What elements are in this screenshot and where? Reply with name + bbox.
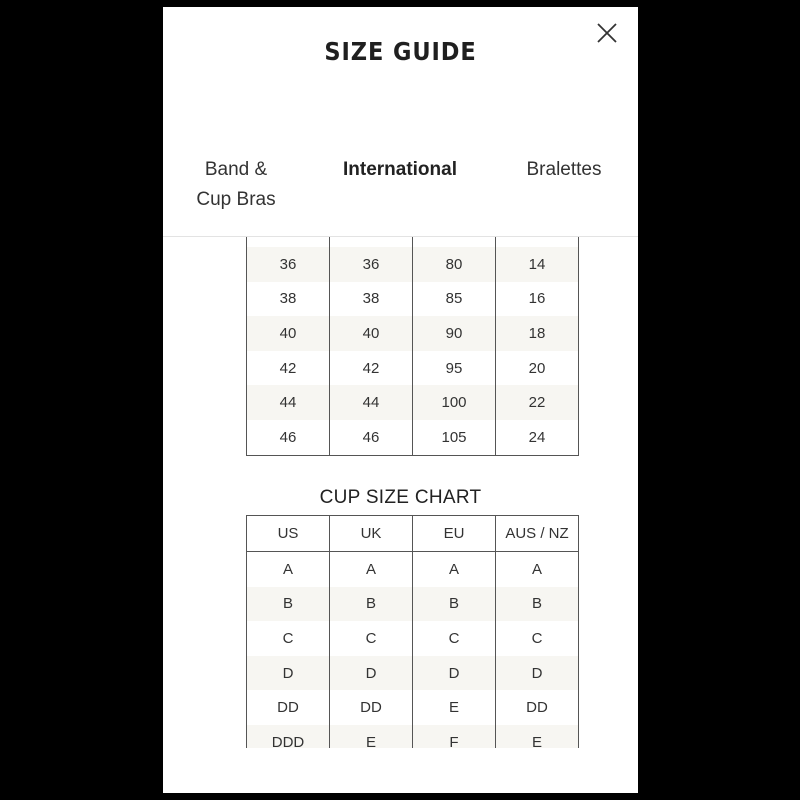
table-cell: DDD (247, 725, 330, 748)
table-cell: C (330, 621, 413, 656)
table-row (247, 725, 579, 748)
table-cell: DD (247, 690, 330, 725)
band-size-table (246, 237, 579, 456)
table-cell: C (496, 621, 579, 656)
table-cell: A (413, 552, 496, 587)
table-row (247, 385, 579, 420)
table-cell: 90 (413, 316, 496, 351)
table-cell: E (413, 690, 496, 725)
table-cell (247, 237, 330, 247)
table-cell: E (330, 725, 413, 748)
table-cell: 40 (247, 316, 330, 351)
table-cell: 85 (413, 282, 496, 317)
tab-label-line2: Cup Bras (196, 189, 276, 210)
table-cell: 20 (496, 351, 579, 386)
table-cell: 42 (330, 351, 413, 386)
table-cell: B (330, 587, 413, 622)
column-header-eu: EU (413, 516, 496, 552)
table-cell: B (496, 587, 579, 622)
tab-band-cup-bras[interactable] (185, 155, 287, 215)
table-cell: 40 (330, 316, 413, 351)
table-cell: 46 (330, 420, 413, 455)
table-cell: 16 (496, 282, 579, 317)
table-header-row (247, 516, 579, 552)
cup-size-chart-title: CUP SIZE CHART (319, 487, 482, 508)
table-cell: C (413, 621, 496, 656)
table-cell (496, 237, 579, 247)
table-cell: 22 (496, 385, 579, 420)
table-cell: 100 (413, 385, 496, 420)
table-row (247, 351, 579, 386)
table-cell: C (247, 621, 330, 656)
size-guide-modal (163, 7, 638, 793)
table-cell: 44 (247, 385, 330, 420)
column-header-us: US (247, 516, 330, 552)
table-row (247, 656, 579, 691)
table-cell: B (413, 587, 496, 622)
tab-bralettes[interactable] (513, 155, 615, 185)
table-row (247, 282, 579, 317)
table-row (247, 552, 579, 587)
table-cell: E (496, 725, 579, 748)
table-cell: 18 (496, 316, 579, 351)
tab-international[interactable] (325, 155, 475, 185)
table-cell: 36 (330, 247, 413, 282)
table-cell: 38 (330, 282, 413, 317)
size-guide-content[interactable] (163, 237, 638, 748)
table-cell: D (330, 656, 413, 691)
table-cell: 46 (247, 420, 330, 455)
table-cell: 95 (413, 351, 496, 386)
table-cell: F (413, 725, 496, 748)
modal-title: SIZE GUIDE (324, 37, 477, 66)
size-guide-tabs (163, 155, 638, 235)
table-cell (413, 237, 496, 247)
tab-label: International (342, 159, 457, 180)
table-row (247, 316, 579, 351)
tab-label-line1: Band & (204, 159, 268, 180)
table-row (247, 690, 579, 725)
table-cell: A (496, 552, 579, 587)
table-cell: B (247, 587, 330, 622)
table-cell: DD (496, 690, 579, 725)
column-header-uk: UK (330, 516, 413, 552)
table-cell: D (413, 656, 496, 691)
table-cell: 36 (247, 247, 330, 282)
table-cell: 38 (247, 282, 330, 317)
table-cell: 80 (413, 247, 496, 282)
table-cell: A (247, 552, 330, 587)
table-cell: 44 (330, 385, 413, 420)
column-header-aus-nz: AUS / NZ (496, 516, 579, 552)
tab-label: Bralettes (526, 159, 602, 180)
table-cell: D (496, 656, 579, 691)
table-cell: 24 (496, 420, 579, 455)
table-cell: 42 (247, 351, 330, 386)
table-row (247, 621, 579, 656)
table-cell: 105 (413, 420, 496, 455)
table-cell: D (247, 656, 330, 691)
table-row (247, 237, 579, 247)
cup-size-table (246, 515, 579, 748)
table-cell: DD (330, 690, 413, 725)
table-row (247, 420, 579, 455)
table-cell: 14 (496, 247, 579, 282)
table-cell (330, 237, 413, 247)
table-row (247, 587, 579, 622)
table-row (247, 247, 579, 282)
table-cell: A (330, 552, 413, 587)
